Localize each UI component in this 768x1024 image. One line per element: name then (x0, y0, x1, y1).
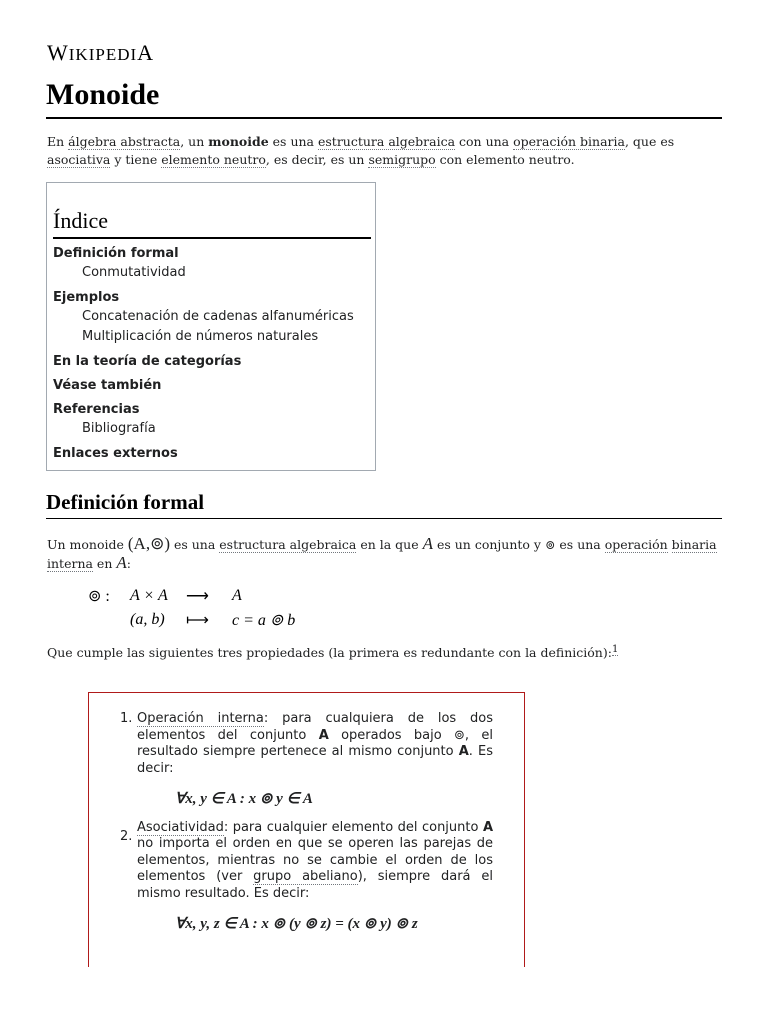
wikipedia-wordmark[interactable] (47, 40, 154, 66)
toc-item-enlaces-externos[interactable]: Enlaces externos (53, 446, 178, 461)
toc-item-conmutatividad[interactable]: Conmutatividad (82, 265, 186, 280)
lead-paragraph: En álgebra abstracta, un monoide es una estructura algebraica con una operación binaria, que es asociativa y tiene elemento neutro, es decir, es un semigrupo con elemento neutro. (47, 134, 675, 167)
wordmark-initial: W (47, 40, 69, 65)
toc-item-bibliografia[interactable]: Bibliografía (82, 421, 156, 436)
math-monoid-pair: (A,⊚) (127, 534, 170, 553)
wordmark-middle: IKIPEDI (68, 45, 138, 64)
link-binaria[interactable]: binaria (671, 537, 717, 552)
toc-item-multiplicacion[interactable]: Multiplicación de números naturales (82, 329, 319, 344)
term-monoide: monoide (208, 134, 269, 149)
toc-item-concatenacion[interactable]: Concatenación de cadenas alfanuméricas (82, 309, 354, 324)
toc-item-vease-tambien[interactable]: Véase también (53, 378, 162, 393)
toc-divider (53, 237, 371, 239)
reference-link[interactable]: 1 (611, 644, 619, 655)
link-interna[interactable]: interna (47, 556, 93, 571)
table-of-contents (46, 182, 376, 471)
link-grupo-abeliano[interactable]: grupo abeliano (253, 869, 358, 884)
link-algebra-abstracta[interactable]: álgebra abstracta (68, 134, 181, 149)
toc-item-ejemplos[interactable]: Ejemplos (53, 290, 120, 305)
link-semigrupo[interactable]: semigrupo (368, 152, 436, 167)
link-operacion-binaria[interactable]: operación binaria (513, 134, 625, 149)
math-set-a-2: A (116, 553, 127, 572)
link-estructura-algebraica-2[interactable]: estructura algebraica (219, 537, 357, 552)
operation-equation: ⊚ : A × A ⟶ A (a, b) ⟼ c = a ⊚ b (88, 587, 296, 629)
property-item: Asociatividad: para cualquier elemento del conjunto A no importa el orden en que se operen las parejas de elementos, mientras no se cambie el orden de los elementos (ver grupo abeliano), siempre dará el mismo resultado. Es decir: ∀x, y, z ∈ A : x ⊚ (y ⊚ z) = (x ⊚ y) ⊚ z (137, 819, 493, 932)
property-number: 2. (120, 829, 133, 844)
closure-formula: ∀x, y ∈ A : x ⊚ y ∈ A (175, 791, 313, 807)
toc-item-definicion-formal[interactable]: Definición formal (53, 246, 179, 261)
math-set-a: A (422, 534, 433, 553)
property-number: 1. (120, 711, 133, 726)
title-divider (46, 117, 722, 119)
toc-item-referencias[interactable]: Referencias (53, 402, 140, 417)
link-operacion[interactable]: operación (604, 537, 668, 552)
section-heading: Definición formal (46, 490, 205, 514)
page-title: Monoide (46, 78, 160, 111)
wordmark-final: A (137, 40, 155, 65)
properties-intro: Que cumple las siguientes tres propiedades (la primera es redundante con la definición):$^1$ (47, 644, 619, 661)
section-divider (46, 518, 722, 519)
property-item: Operación interna: para cualquiera de los dos elementos del conjunto A operados bajo ⊚, el resultado siempre pertenece al mismo conjunto A. Es decir: ∀x, y ∈ A : x ⊚ y ∈ A (137, 711, 493, 807)
link-estructura-algebraica[interactable]: estructura algebraica (317, 134, 456, 149)
toc-title: Índice (53, 208, 108, 233)
link-elemento-neutro[interactable]: elemento neutro (161, 152, 266, 167)
definition-paragraph: Un monoide (A,⊚) es una estructura algebraica en la que A es un conjunto y ⊚ es una operación binaria interna en A: (47, 534, 717, 572)
toc-item-teoria-categorias[interactable]: En la teoría de categorías (53, 354, 242, 369)
link-operacion-interna[interactable]: Operación interna (137, 711, 264, 726)
associativity-formula: ∀x, y, z ∈ A : x ⊚ (y ⊚ z) = (x ⊚ y) ⊚ z (175, 916, 418, 932)
link-asociatividad[interactable]: Asociatividad (137, 819, 224, 835)
math-operator: ⊚ (544, 537, 556, 552)
properties-box (88, 692, 525, 967)
link-asociativa[interactable]: asociativa (47, 152, 111, 167)
